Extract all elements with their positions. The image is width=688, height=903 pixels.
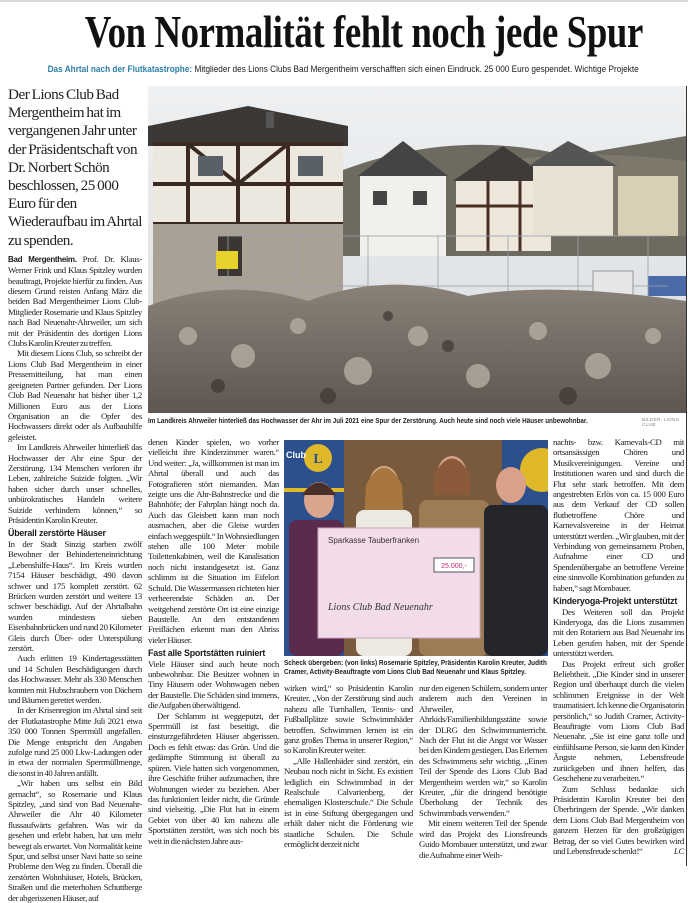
photo-caption: Scheck übergeben: (von links) Rosemarie Spitzley, Präsidentin Karolin Kreuter, Judith Cramer, Activity-Beauftragte vom Lions Club Bad Neuenahr und Klaus Spitzley. <box>284 658 547 677</box>
article-paragraph <box>8 348 142 442</box>
article-paragraph <box>553 437 684 593</box>
paragraph-text: Der Schlamm ist weggeputzt, der Sperrmüll ist fast beseitigt, die einsturzgefährdeten Häuser abgerissen. Doch es fehlt etwas: das Grün. Und die gedämpfte Stimmung ist überall zu spüren. Viele hatten sich vorgenommen, ihre Geschäfte früher aufzumachen, ihre Wohnungen wieder zu beziehen. Aber das funktioniert leider nicht, die Gründe sind vielseitig. „Die Flut hat in einem Gebiet von über 40 km nahezu alle Sportstätten zerstört, was sich noch bis weit in die nächsten Jahre aus- <box>148 710 279 846</box>
paragraph-text: „Alle Hallenbäder sind zerstört, ein Neubau noch nicht in Sicht. Es existiert lediglich ein Schwimmbad in der Realschule Calvarienberg, der ehemaligen Klosterschule.“ Die Schule ist in eine Stiftung übergegangen und erhält daher nicht die Förderung wie staatliche Schulen. Die Schule ermöglicht derzeit nicht <box>284 755 413 850</box>
paragraph-text: „Wir haben uns selbst ein Bild gemacht“, so Rosemarie und Klaus Spitzley, „und sind von Bad Neuenahr-Ahrweiler die Ahr 40 Kilometer flussaufwärts gefahren. Was wir da gesehen und erlebt haben, hat uns mehr bewegt als erwartet. Von Normalität keine Spur, und selbst unser Navi hatte so seine Probleme den Weg zu finden. Überall die zerstörten Wohnhäuser, Hotels, Brücken, Straßen und die meterhohen Schuttberge der abgerissenen Häuser, auf <box>8 778 142 903</box>
article-paragraph <box>8 778 142 903</box>
paragraph-text: denen Kinder spielen, wo vorher vielleicht ihre Kinderzimmer waren.“ Und weiter: „Ja, willkommen ist man im Ahrtal überall und auch das Fotografieren stört niemanden. Man zeigte uns die Ahr-Bahnstrecke und die Bahnhöfe; der Fahrplan hängt noch da. Auch das Gleisbett kann man noch ausmachen, aber die Gleise wurden einfach weggespült.“ In Wohnsiedlungen stehen alle 100 Meter mobile Toilettenkabinen, weil die Kanalisation noch nicht instandgesetzt ist. Ganz schlimm ist die Situation im Eifelort Schuld. Die Wassermassen richteten hier verheerendste Schäden an. Der weitgehend zerstörte Ort ist eine einzige Baustelle. An den entstandenen Freiflächen erkennt man den Abriss vieler Häuser. <box>148 437 279 645</box>
article-paragraph <box>8 254 142 349</box>
top-rule <box>0 0 688 2</box>
check-amount: 25.000,- <box>441 563 467 570</box>
subheadline-kicker: Das Ahrtal nach der Flutkatastrophe: <box>47 64 193 75</box>
article-paragraph <box>8 539 142 653</box>
headline: Von Normalität fehlt noch jede Spur <box>84 6 643 57</box>
column-rule <box>686 86 687 866</box>
article-paragraph <box>553 607 684 659</box>
article-column-4 <box>419 683 547 860</box>
paragraph-text: Im Landkreis Ahrweiler hinterließ das Hochwasser der Ahr eine Spur der Zerstörung. 134 Menschen verloren ihr Leben, zahlreiche Suizide folgten. „Wir haben sicher durch unser schnelles, unbürokratisches Handeln weitere Suizide verhindern können,“ so Präsidentin Karolin Kreuter. <box>8 442 142 525</box>
photo-flood-destruction <box>148 86 686 413</box>
article-paragraph <box>553 784 684 857</box>
paragraph-text: Viele Häuser sind auch heute noch unbewohnbar. Die Besitzer wohnen in Tiny Häusern oder Wohnwagen neben der Baustelle. Die Schäden sind immens, die Aufgaben überwältigend. <box>148 658 279 711</box>
subheadline-text: Mitglieder des Lions Clubs Bad Mergentheim verschafften sich einen Eindruck. 25 000 Euro gespendet. Wichtige Projekte <box>192 64 639 75</box>
article-paragraph <box>148 711 279 846</box>
section-heading: Kinderyoga-Projekt unterstützt <box>553 596 678 607</box>
photo-caption: Im Landkreis Ahrweiler hinterließ das Hochwasser der Ahr im Juli 2021 eine Spur der Zerstörung. Auch heute sind noch viele Häuser unbewohnbar. <box>148 416 588 425</box>
article-paragraph <box>8 653 142 705</box>
paragraph-text: nachts- bzw. Karnevals-CD mit ortsansässigen Chören und Musikvereinigungen. Vereine und Institutionen waren und sind durch die Flut sehr stark betroffen. Mit dem angestrebten Erlös von ca. 15 000 Euro aus dem Verkauf der CD sollen flutbetroffene Chöre und Karnevalsvereine in der Heimat unterstützt werden. „Wir glauben, mit der Verbindung von gemeinsamem Proben, Aufnahme einer CD und Spendenübergabe an betroffene Vereine eine sinnvolle Kombination gefunden zu haben,“ sagt Mombauer. <box>553 437 684 593</box>
photo-check-handover <box>284 440 548 656</box>
author-initials: LC <box>673 845 684 856</box>
dateline: Bad Mergentheim. <box>8 254 77 264</box>
check-bank: Sparkasse Tauberfranken <box>328 536 420 545</box>
paragraph-text: Auch erlitten 19 Kindertagesstätten und 14 Schulen Beschädigungen durch das Hochwasser. Mehr als 330 Menschen konnten mit Hubschraubern von Dächern und Bäumen gerettet werden. <box>8 653 142 705</box>
paragraph-text: nur den eigenen Schülern, sondern unter anderem auch den Vereinen in Ahrweiler, Ahrkids/Familienbildungsstätte sowie der DLRG den Schwimmunterricht. Nach der Flut ist die Angst vor Wasser bei den Kindern gestiegen. Das Erlernen des Schwimmens sehr wichtig. „Einen Teil der Spende des Lions Club Bad Mergentheim werden wir,“ so Karolin Kreuter, „für die dringend benötigte Überholung der Technik des Schwimmbads verwenden.“ <box>419 683 547 818</box>
article-paragraph <box>284 756 413 850</box>
article-paragraph <box>148 437 279 645</box>
article-column-2 <box>148 437 279 846</box>
paragraph-text: wirken wird,“ so Präsidentin Karolin Kreuter. „Von der Zerstörung sind auch nahezu alle Turnhallen, Tennis- und Fußballplätze sowie Schwimmbäder betroffen. Schwimmen lernen ist ein ganz großes Thema in unserer Region,“ so Karolin Kreuter weiter. <box>284 683 413 756</box>
paragraph-text: Das Projekt erfreut sich großer Beliebtheit. „Die Kinder sind in unserer Region und überhaupt durch die vielen schlimmen Ereignisse in der Welt traumatisiert. Ich kenne die Organisatorin persönlich,“ so Judith Cramer, Activity-Beauftragte vom Lions Club Bad Neuenahr. „Sie ist eine ganz tolle und einfühlsame Person, sie kann den Kinder Ängste nehmen, Lebensfreude zurückgeben und ihnen helfen, das Geschehene zu verarbeiten.“ <box>553 658 684 784</box>
article-paragraph <box>284 683 413 756</box>
article-paragraph <box>419 683 547 818</box>
paragraph-text: In der Stadt Sinzig starben zwölf Bewohner der Behinderteneinrichtung „Lebenshilfe-Haus“. Im Kreis wurden 7154 Häuser beschädigt, 490 davon schwer und 175 komplett zerstört. 62 Brücken wurden zerstört und weitere 13 schwer beschädigt. Auf der Ahrtalbahn wurden mindestens sieben Eisenbahnbrücken und rund 20 Kilometer Gleis durch Über- oder Unterspülung zerstört. <box>8 538 142 653</box>
check-payee: Lions Club Bad Neuenahr <box>328 602 433 613</box>
article-paragraph <box>8 442 142 525</box>
article-paragraph <box>148 659 279 711</box>
paragraph-text: Zum Schluss bedankte sich Präsidentin Karolin Kreuter bei den Überbringern der Spende. „Wir danken dem Lions Club Bad Mergentheim von ganzem Herzen für den großzügigen Betrag, der so viel Gutes bewirken wird und Lebensfreude schenkt!“ <box>553 783 684 856</box>
paragraph-text: Mit diesem Lions Club, so schreibt der Lions Club Bad Mergentheim in einer Pressemitteilung, hat man einen geeigneten Partner gefunden. Der Lions Club Bad Neuenahr hat bisher über 1,2 Millionen Euro aus der Lions Organisation an die Opfer des Hochwassers direkt oder als Aufbauhilfe geleistet. <box>8 348 142 442</box>
paragraph-text: Prof. Dr. Klaus-Werner Frink und Klaus Spitzley wurden beauftragt, Projekte hierfür zu finden. Aus diesem Grund reisten Anfang März die beiden Bad Mergentheimer Lions Club-Mitglieder Rosemarie und Klaus Spitzley nach Bad Neuenahr-Ahrweiler, um sich mit der Präsidentin des dortigen Lions Clubs Karolin Kreuter zu treffen. <box>8 253 143 349</box>
article-paragraph <box>553 659 684 784</box>
section-heading: Fast alle Sportstätten ruiniert <box>148 648 266 659</box>
article-paragraph <box>8 705 142 778</box>
paragraph-text: Mit einem weiteren Teil der Spende wird das Projekt des Lionsfreunds Guido Mombauer unterstützt, und zwar die Aufnahme einer Weih- <box>419 818 547 860</box>
article-column-3 <box>284 683 413 850</box>
svg-text:L: L <box>313 452 323 467</box>
article-paragraph <box>419 818 547 860</box>
paragraph-text: In der Krisenregion im Ahrtal sind seit der Flutkatastrophe Mitte Juli 2021 etwa 350 000 Tonnen Sperrmüll angefallen. Die Menge entspricht den Angaben zufolge rund 25 000 Lkw-Ladungen oder in etwa der normalen Sperrmüllmenge, die sonst in 40 Jahren anfällt. <box>8 705 142 778</box>
photo-credit: BILDER: LIONS CLUB <box>642 418 679 428</box>
article-lead: Der Lions Club Bad Mergentheim hat im vergangenen Jahr unter der Präsidentschaft von Dr. Norbert Schön beschlossen, 25 000 Euro für den Wiederaufbau im Ahrtal zu spenden. <box>8 86 142 249</box>
subheadline <box>47 64 639 75</box>
banner-text: Club <box>286 450 306 460</box>
article-column-1 <box>8 86 142 903</box>
section-heading: Überall zerstörte Häuser <box>8 528 106 539</box>
article-column-5 <box>553 437 684 856</box>
paragraph-text: Des Weiteren soll das Projekt Kinderyoga, das die Lions zusammen mit den Rotariern aus Bad Neuenahr ins Leben gerufen haben, mit der Spende unterstützt werden. <box>553 606 684 659</box>
